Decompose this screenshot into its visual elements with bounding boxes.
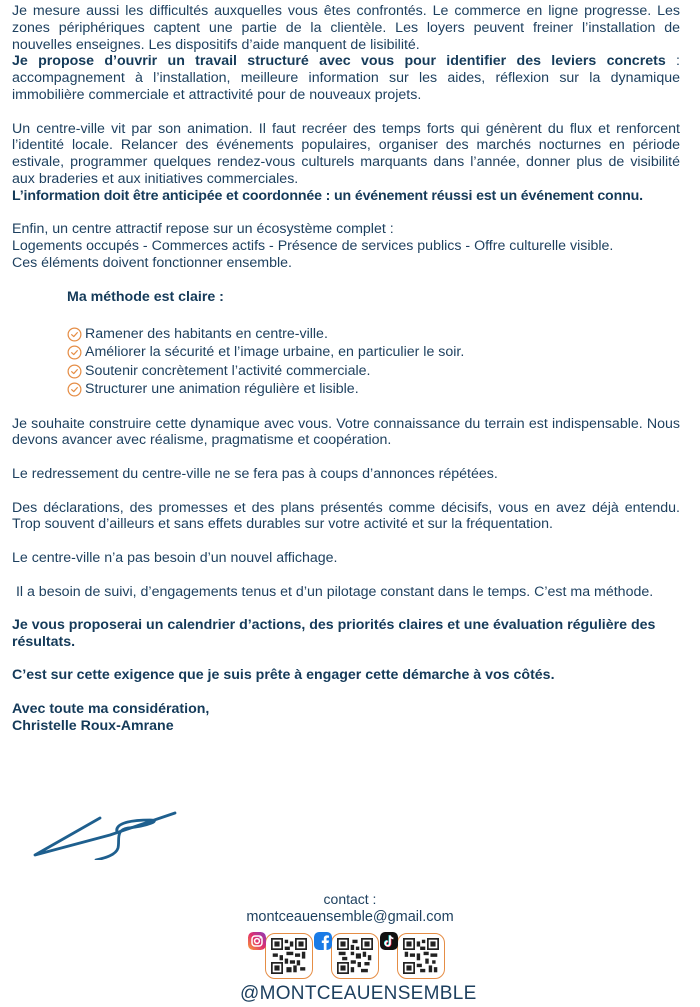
social-qr-codes: [248, 930, 448, 980]
list-item: [67, 380, 680, 398]
signatory-name: Christelle Roux-Amrane: [12, 717, 174, 734]
list-item: [67, 325, 680, 343]
proposal-rest: : accompagnement à l’installation, meilleure information sur les aides, réflexion sur la dynamique immobilière commerciale et attractivité pour de nouveaux projets.: [12, 53, 680, 103]
method-item-text: Soutenir concrètement l’activité commerciale.: [85, 362, 371, 379]
qr-code-frame: [397, 933, 445, 979]
qr-code-icon: [337, 938, 373, 974]
ecosystem-line-1: Enfin, un centre attractif repose sur un écosystème complet :: [12, 221, 394, 238]
contact-label: contact :: [323, 891, 377, 907]
contact-email[interactable]: montceauensemble@gmail.com: [246, 909, 454, 925]
facebook-icon: [314, 932, 332, 950]
paragraph-commitment-bold: C’est sur cette exigence que je suis prête à engager cette démarche à vos côtés.: [12, 667, 555, 684]
proposal-bold: Je propose d’ouvrir un travail structuré avec vous pour identifier des leviers concrets: [12, 53, 666, 70]
letter-body: [12, 3, 680, 735]
list-item: [67, 344, 680, 362]
paragraph-calendar-bold: Je vous proposerai un calendrier d’actions, des priorités claires et une évaluation régulière des résultats.: [12, 617, 656, 650]
social-instagram[interactable]: [248, 930, 314, 980]
social-tiktok[interactable]: [380, 930, 446, 980]
paragraph-declarations: Des déclarations, des promesses et des plans présentés comme décisifs, vous en avez déjà entendu. Trop souvent d’ailleurs et sans effets durables sur votre activité et sur la fréquentation.: [12, 499, 680, 533]
handwritten-signature: [30, 810, 180, 860]
social-facebook[interactable]: [314, 930, 380, 980]
closing-line: Avec toute ma considération,: [12, 701, 210, 718]
social-handle: @MONTCEAUENSEMBLE: [240, 983, 477, 1004]
qr-code-icon: [403, 938, 439, 974]
paragraph-proposal: [12, 53, 680, 103]
method-item-text: Ramener des habitants en centre-ville.: [85, 326, 328, 343]
qr-code-frame: [331, 933, 379, 979]
list-item: [67, 362, 680, 380]
ecosystem-line-3: Ces éléments doivent fonctionner ensemble.: [12, 254, 292, 271]
method-list: [67, 325, 680, 398]
check-circle-icon: [67, 364, 82, 379]
paragraph-information-bold: L’information doit être anticipée et coordonnée : un événement réussi est un événement connu.: [12, 187, 643, 204]
paragraph-display: Le centre-ville n’a pas besoin d’un nouvel affichage.: [12, 549, 338, 566]
method-title: Ma méthode est claire :: [67, 288, 224, 305]
paragraph-recovery: Le redressement du centre-ville ne se fera pas à coups d’annonces répétées.: [12, 465, 498, 482]
qr-code-icon: [271, 938, 307, 974]
method-item-text: Améliorer la sécurité et l’image urbaine, en particulier le soir.: [85, 344, 465, 361]
tiktok-icon: [380, 932, 398, 950]
ecosystem-line-2: Logements occupés - Commerces actifs - Présence de services publics - Offre culturelle visible.: [12, 238, 614, 255]
method-item-text: Structurer une animation régulière et lisible.: [85, 380, 359, 397]
check-circle-icon: [67, 382, 82, 397]
paragraph-animation: Un centre-ville vit par son animation. Il faut recréer des temps forts qui génèrent du flux et renforcent l’identité locale. Relancer des événements populaires, organiser des marchés nocturnes en période estivale, programmer quelques rendez-vous culturels marquants dans l’année, donner plus de visibilité aux braderies et aux initiatives commerciales.: [12, 120, 680, 187]
contact-block: [230, 890, 470, 926]
paragraph-method: Il a besoin de suivi, d’engagements tenus et d’un pilotage constant dans le temps. C’est ma méthode.: [12, 583, 654, 600]
qr-code-frame: [265, 933, 313, 979]
paragraph-difficulties: Je mesure aussi les difficultés auxquelles vous êtes confrontés. Le commerce en ligne progresse. Les zones périphériques captent une partie de la clientèle. Les loyers peuvent freiner l’installation de nouvelles enseignes. Les dispositifs d’aide manquent de lisibilité.: [12, 3, 680, 53]
check-circle-icon: [67, 345, 82, 360]
check-circle-icon: [67, 327, 82, 342]
instagram-icon: [248, 932, 266, 950]
paragraph-cooperation: Je souhaite construire cette dynamique avec vous. Votre connaissance du terrain est indispensable. Nous devons avancer avec réalisme, pragmatisme et coopération.: [12, 415, 680, 449]
